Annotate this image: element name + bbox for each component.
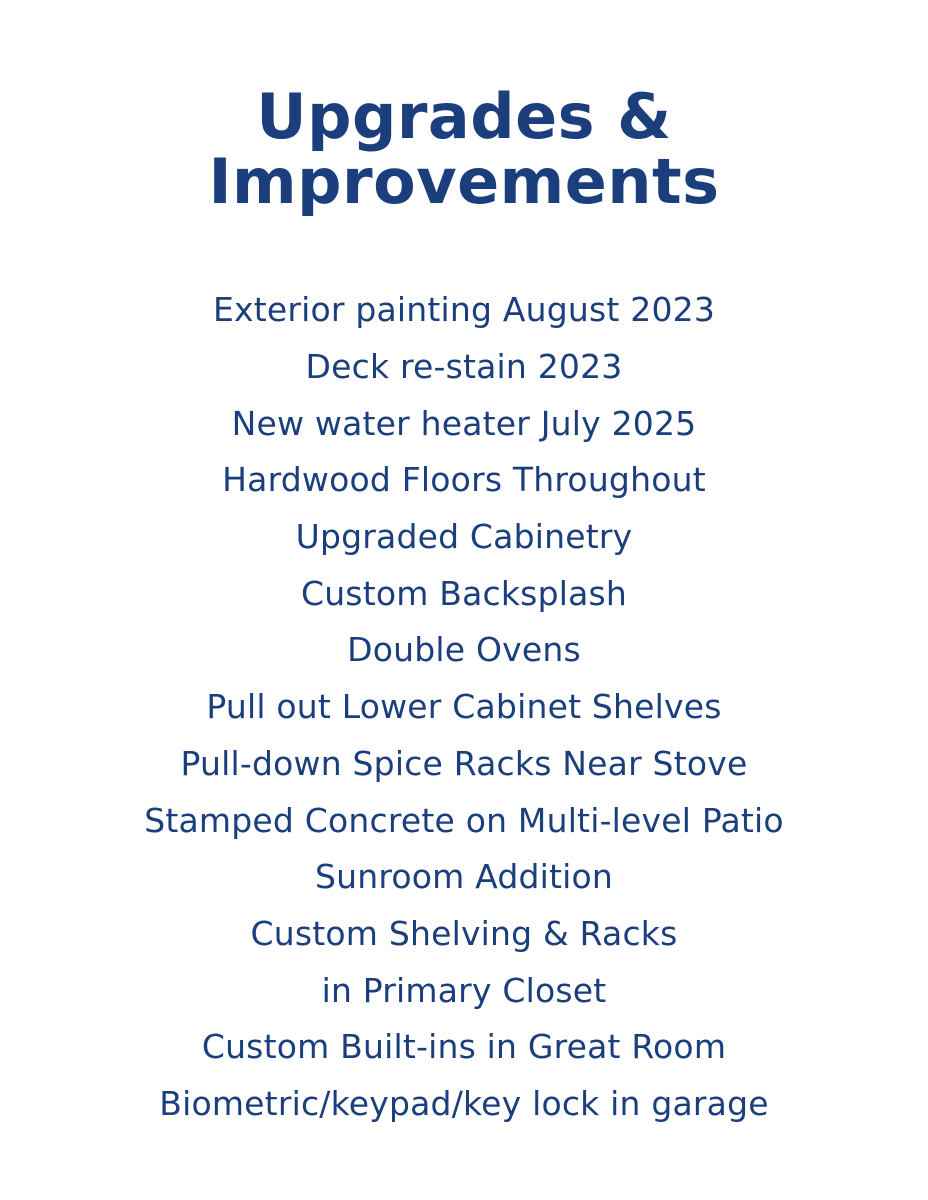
upgrades-list [0, 282, 928, 1133]
list-item: Sunroom Addition [314, 857, 614, 897]
list-item: Stamped Concrete on Multi-level Patio [144, 800, 784, 840]
list-item: Upgraded Cabinetry [295, 517, 633, 556]
page-title: Upgrades & Improvements [208, 80, 720, 219]
list-item: Pull-down Spice Racks Near Stove [180, 743, 748, 783]
list-item: Biometric/keypad/key lock in garage [159, 1084, 769, 1124]
list-item: Deck re-stain 2023 [305, 346, 623, 386]
list-item: Custom Built-ins in Great Room [201, 1027, 727, 1067]
list-item: Hardwood Floors Throughout [222, 460, 706, 500]
list-item: Custom Shelving & Racks [250, 913, 678, 953]
list-item: in Primary Closet [321, 970, 607, 1010]
list-item: New water heater July 2025 [231, 403, 697, 443]
list-item: Pull out Lower Cabinet Shelves [206, 687, 722, 727]
list-item: Double Ovens [347, 630, 581, 670]
list-item: Exterior painting August 2023 [212, 290, 716, 330]
list-item: Custom Backsplash [300, 573, 628, 613]
